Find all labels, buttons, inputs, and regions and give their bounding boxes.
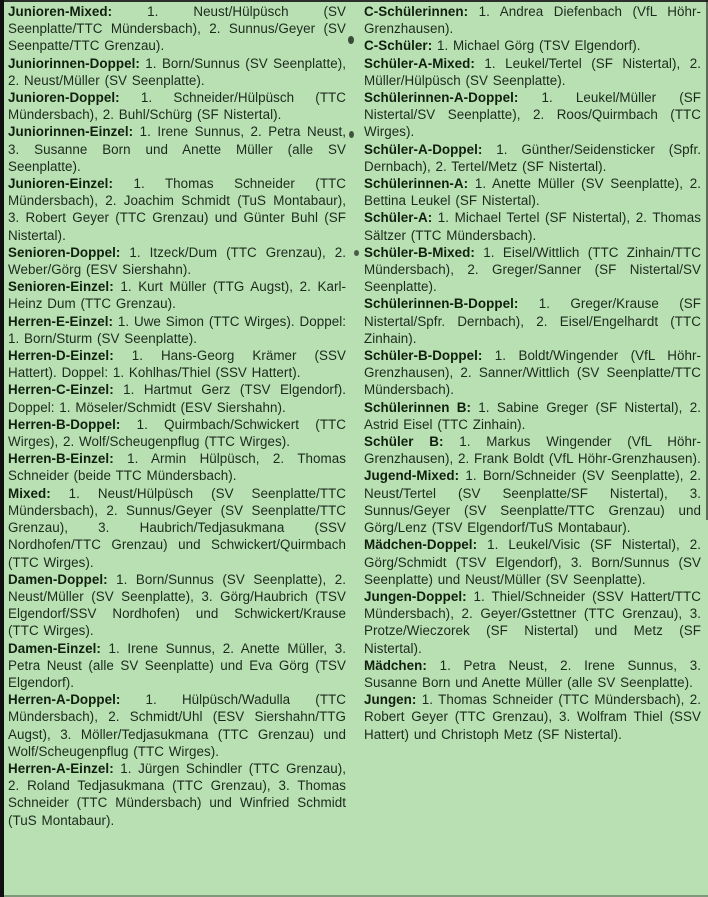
category-label: Junioren-Mixed: — [8, 4, 113, 19]
scan-edge-left — [0, 0, 4, 897]
result-entry — [364, 55, 701, 89]
category-label: Herren-A-Einzel: — [8, 760, 114, 776]
category-label: Jungen: — [364, 692, 417, 708]
result-entry — [8, 89, 346, 123]
result-entry — [364, 3, 701, 37]
result-entry — [8, 381, 346, 415]
result-entry — [364, 536, 701, 588]
category-label: Senioren-Einzel: — [8, 279, 114, 295]
entry-results: 1. Boldt/Wingender (VfL Höhr-Grenzhausen), 2. Sanner/Wittlich (SV Seenplatte/TTC Mündersbach). — [364, 348, 701, 398]
entry-results: 1. Born/Sunnus (SV Seenplatte), 2. Neust/Müller (SV Seenplatte). — [8, 55, 346, 88]
category-label: Herren-A-Doppel: — [8, 692, 121, 708]
category-label: Schüler-B-Mixed: — [364, 244, 475, 260]
result-entry — [364, 209, 701, 243]
result-entry — [364, 244, 701, 296]
result-entry — [364, 347, 701, 399]
entry-results: 1. Michael Tertel (SF Nistertal), 2. Thomas Sältzer (TTC Mündersbach). — [364, 210, 701, 243]
result-entry — [8, 450, 346, 484]
result-entry — [364, 295, 701, 347]
entry-results: 1. Thiel/Schneider (SSV Hattert/TTC Mündersbach), 2. Geyer/Gstettner (TTC Grenzau), 3. Protze/Wieczorek (SF Nistertal) und Metz (SF Nistertal). — [364, 588, 701, 656]
category-label: Schülerinnen-A-Doppel: — [364, 90, 519, 106]
result-entry — [364, 89, 701, 141]
category-label: Schülerinnen B: — [364, 399, 471, 415]
category-label: Schüler-A-Doppel: — [364, 141, 483, 157]
entry-results: 1. Hülpüsch/Wadulla (TTC Mündersbach), 2. Schmidt/Uhl (ESV Siershahn/TTG Augst), 3. Möller/Tedjasukmana (TTC Grenzau) und Wolf/Scheugenpflug (TTC Wirges). — [8, 692, 346, 759]
category-label: Schüler B: — [364, 434, 444, 450]
category-label: Herren-D-Einzel: — [8, 348, 114, 364]
result-entry — [364, 657, 701, 691]
entry-results: 1. Petra Neust, 2. Irene Sunnus, 3. Susanne Born und Anette Müller (alle SV Seenplatte). — [364, 657, 701, 690]
results-column-left — [8, 3, 346, 829]
category-label: Schülerinnen-A: — [364, 176, 469, 192]
category-label: Damen-Doppel: — [8, 571, 108, 587]
category-label: Schülerinnen-B-Doppel: — [364, 296, 519, 312]
entry-results: 1. Uwe Simon (TTC Wirges). Doppel: 1. Born/Sturm (SV Seenplatte). — [8, 313, 346, 346]
category-label: Juniorinnen-Einzel: — [8, 124, 134, 140]
category-label: Mädchen-Doppel: — [364, 537, 478, 553]
category-label: Juniorinnen-Doppel: — [8, 55, 140, 71]
entry-results: 1. Leukel/Tertel (SF Nistertal), 2. Müller/Hülpüsch (SV Seenplatte). — [364, 55, 701, 88]
entry-results: 1. Hans-Georg Krämer (SSV Hattert). Doppel: 1. Kohlhas/Thiel (SSV Hattert). — [8, 348, 346, 381]
category-label: Schüler-B-Doppel: — [364, 348, 483, 364]
category-label: Junioren-Einzel: — [8, 176, 113, 192]
category-label: Herren-E-Einzel: — [8, 313, 113, 329]
category-label: Junioren-Doppel: — [8, 90, 120, 106]
entry-results: 1. Greger/Krause (SF Nistertal/Spfr. Dernbach), 2. Eisel/Engelhardt (TTC Zinhain). — [364, 296, 701, 346]
result-entry — [8, 3, 346, 55]
entry-results: 1. Leukel/Visic (SF Nistertal), 2. Görg/Schmidt (TSV Elgendorf), 3. Born/Sunnus (SV Seenplatte) und Neust/Müller (SV Seenplatte). — [364, 537, 701, 587]
result-entry — [364, 588, 701, 657]
entry-results: 1. Michael Görg (TSV Elgendorf). — [432, 38, 641, 54]
result-entry — [8, 313, 346, 347]
result-entry — [8, 278, 346, 312]
entry-results: 1. Born/Schneider (SV Seenplatte), 2. Neust/Tertel (SV Seenplatte/SF Nistertal), 3. Sunnus/Geyer (SV Seenplatte/TTC Grenzau) und Görg/Lenz (TSV Elgendorf/TuS Montabaur). — [364, 468, 701, 536]
result-entry — [364, 467, 701, 536]
result-entry — [364, 691, 701, 743]
entry-results: 1. Born/Sunnus (SV Seenplatte), 2. Neust/Müller (SV Seenplatte), 3. Görg/Haubrich (TSV Elgendorf/SSV Nordhofen) und Schwickert/Krause (TTC Wirges). — [8, 571, 346, 639]
category-label: Schüler-A: — [364, 210, 433, 226]
result-entry — [364, 399, 701, 433]
result-entry — [8, 175, 346, 244]
category-label: Mädchen: — [364, 657, 427, 673]
entry-results: 1. Andrea Diefenbach (VfL Höhr-Grenzhausen). — [364, 4, 701, 37]
entry-results: 1. Günther/Seidensticker (Spfr. Dernbach), 2. Tertel/Metz (SF Nistertal). — [364, 141, 701, 174]
category-label: Mixed: — [8, 485, 51, 501]
entry-results: 1. Neust/Hülpüsch (SV Seenplatte/TTC Mündersbach), 2. Sunnus/Geyer (SV Seenpatte/TTC Grenzau). — [8, 4, 346, 54]
result-entry — [8, 55, 346, 89]
result-entry — [364, 141, 701, 175]
entry-results: 1. Anette Müller (SV Seenplatte), 2. Bettina Leukel (SF Nistertal). — [364, 176, 701, 209]
category-label: Jugend-Mixed: — [364, 468, 460, 484]
result-entry — [8, 571, 346, 640]
entry-results: 1. Quirmbach/Schwickert (TTC Wirges), 2. Wolf/Scheugenpflug (TTC Wirges). — [8, 416, 346, 450]
entry-results: 1. Thomas Schneider (TTC Mündersbach), 2. Joachim Schmidt (TuS Montabaur), 3. Robert Geyer (TTC Grenzau) und Günter Buhl (SF Nistertal). — [8, 176, 346, 243]
result-entry — [364, 433, 701, 467]
entry-results: 1. Thomas Schneider (TTC Mündersbach), 2. Robert Geyer (TTC Grenzau), 3. Wolfram Thiel (SSV Hattert) und Christoph Metz (SF Nistertal). — [364, 692, 701, 742]
category-label: Senioren-Doppel: — [8, 244, 121, 260]
result-entry — [8, 485, 346, 571]
result-entry — [8, 244, 346, 278]
category-label: C-Schüler: — [364, 38, 433, 54]
entry-results: 1. Eisel/Wittlich (TTC Zinhain/TTC Mündersbach), 2. Greger/Sanner (SF Nistertal/SV Seenplatte). — [364, 244, 701, 295]
result-entry — [364, 37, 701, 54]
entry-results: 1. Irene Sunnus, 2. Anette Müller, 3. Petra Neust (alle SV Seenplatte) und Eva Görg (TSV Elgendorf). — [8, 640, 346, 690]
result-entry — [8, 123, 346, 175]
entry-results: 1. Markus Wingender (VfL Höhr-Grenzhausen), 2. Frank Boldt (VfL Höhr-Grenzhausen). — [364, 434, 701, 467]
category-label: Damen-Einzel: — [8, 640, 101, 656]
result-entry — [8, 760, 346, 829]
entry-results: 1. Schneider/Hülpüsch (TTC Mündersbach), 2. Buhl/Schürg (SF Nistertal). — [8, 90, 346, 123]
category-label: Herren-B-Einzel: — [8, 451, 114, 467]
result-entry — [8, 347, 346, 381]
category-label: Jungen-Doppel: — [364, 588, 467, 604]
ink-speck — [349, 131, 354, 138]
entry-results: 1. Irene Sunnus, 2. Petra Neust, 3. Susanne Born und Anette Müller (alle SV Seenplatte). — [8, 124, 346, 174]
category-label: Herren-C-Einzel: — [8, 382, 114, 398]
ink-speck — [354, 250, 359, 256]
entry-results: 1. Kurt Müller (TTG Augst), 2. Karl-Heinz Dum (TTC Grenzau). — [8, 279, 346, 312]
entry-results: 1. Neust/Hülpüsch (SV Seenplatte/TTC Mündersbach), 2. Sunnus/Geyer (SV Seenplatte/TTC Grenzau), 3. Haubrich/Tedjasukmana (SSV Nordhofen/TTC Grenzau) und Schwickert/Quirmbach (TTC Wirges). — [8, 485, 346, 570]
category-label: C-Schülerinnen: — [364, 4, 469, 19]
scan-edge-top — [0, 0, 708, 2]
ink-speck — [348, 36, 354, 44]
results-column-right — [364, 3, 701, 743]
entry-results: 1. Sabine Greger (SF Nistertal), 2. Astrid Eisel (TTC Zinhain). — [364, 399, 701, 432]
result-entry — [8, 640, 346, 692]
entry-results: 1. Leukel/Müller (SF Nistertal/SV Seenplatte), 2. Roos/Quirmbach (TTC Wirges). — [364, 90, 701, 140]
entry-results: 1. Hartmut Gerz (TSV Elgendorf). Doppel: 1. Möseler/Schmidt (ESV Siershahn). — [8, 382, 346, 415]
category-label: Herren-B-Doppel: — [8, 416, 121, 432]
result-entry — [364, 175, 701, 209]
entry-results: 1. Jürgen Schindler (TTC Grenzau), 2. Roland Tedjasukmana (TTC Grenzau), 3. Thomas Schneider (TTC Mündersbach) und Winfried Schmidt (TuS Montabaur). — [8, 760, 346, 828]
result-entry — [8, 691, 346, 760]
entry-results: 1. Armin Hülpüsch, 2. Thomas Schneider (beide TTC Mündersbach). — [8, 451, 346, 484]
category-label: Schüler-A-Mixed: — [364, 55, 475, 71]
result-entry — [8, 416, 346, 450]
entry-results: 1. Itzeck/Dum (TTC Grenzau), 2. Weber/Görg (ESV Siershahn). — [8, 244, 346, 278]
